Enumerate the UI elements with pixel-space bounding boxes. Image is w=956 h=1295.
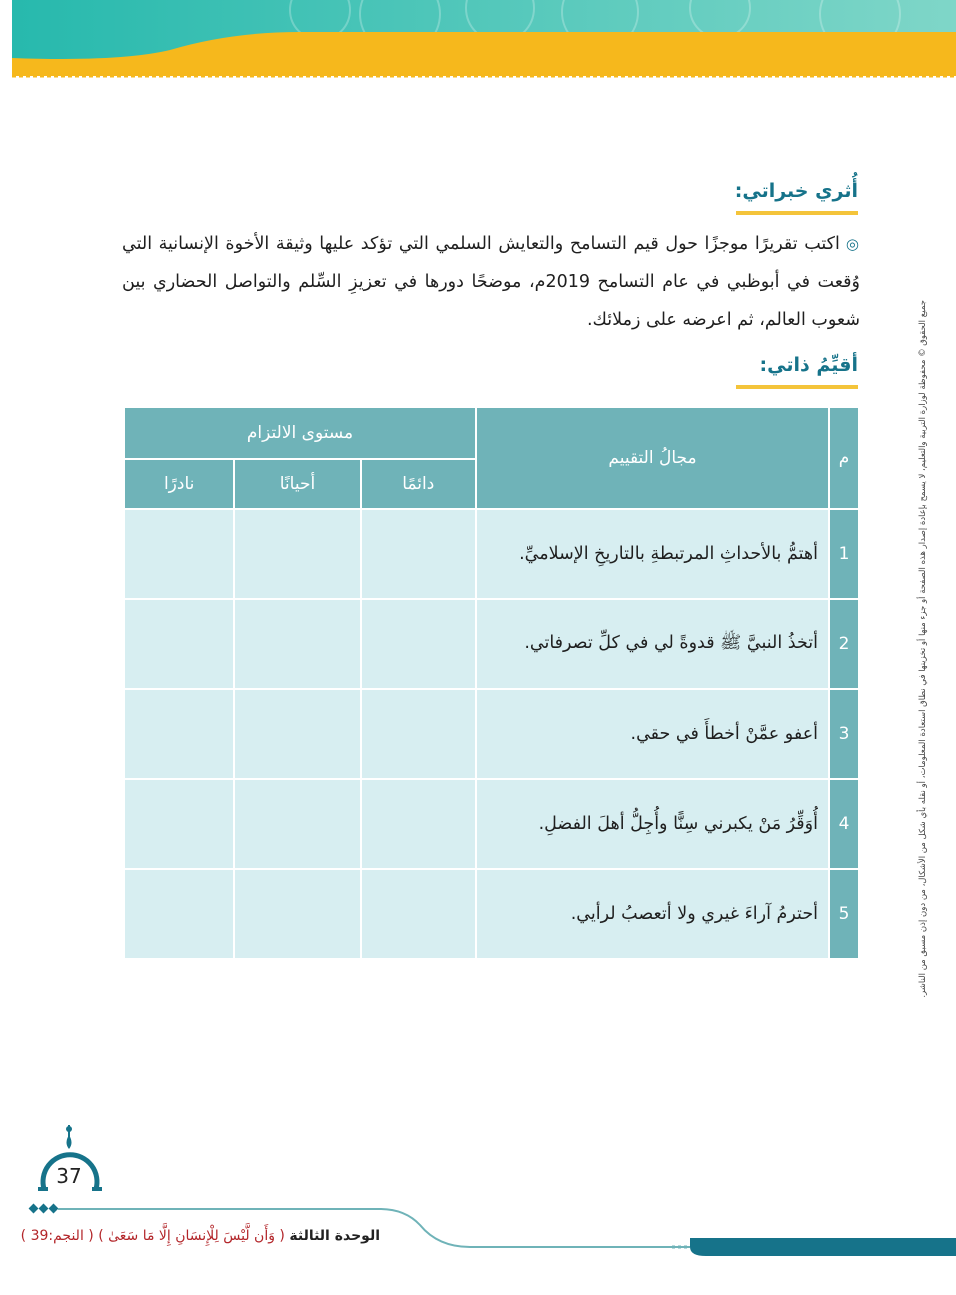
cell-sometimes[interactable] <box>234 779 360 869</box>
cell-sometimes[interactable] <box>234 599 360 689</box>
col-header-rarely: نادرًا <box>124 459 234 509</box>
task-paragraph <box>122 225 860 339</box>
target-bullet-icon: ◎ <box>845 235 861 253</box>
row-item-text: أعفو عمَّنْ أخطأَ في حقي. <box>476 689 829 779</box>
top-banner <box>0 0 956 82</box>
table-row <box>124 689 859 779</box>
col-header-sometimes: أحيانًا <box>234 459 360 509</box>
cell-always[interactable] <box>361 689 476 779</box>
col-header-domain: مجالُ التقييم <box>476 407 829 509</box>
row-number: 1 <box>829 509 859 599</box>
cell-sometimes[interactable] <box>234 689 360 779</box>
self-assessment-table <box>123 406 860 960</box>
cell-always[interactable] <box>361 509 476 599</box>
page-number: 37 <box>56 1164 82 1188</box>
row-item-text: أتخذُ النبيَّ ﷺ قدوةً لي في كلِّ تصرفاتي. <box>476 599 829 689</box>
table-row <box>124 779 859 869</box>
footer-caption <box>20 1228 380 1244</box>
row-item-text: أحترمُ آراءَ غيري ولا أتعصبُ لرأيي. <box>476 869 829 959</box>
col-header-always: دائمًا <box>361 459 476 509</box>
row-item-text: أُوَقِّرُ مَنْ يكبرني سِنًّا وأُجِلُّ أهلَ الفضلِ. <box>476 779 829 869</box>
cell-rarely[interactable] <box>124 869 234 959</box>
cell-rarely[interactable] <box>124 509 234 599</box>
cell-sometimes[interactable] <box>234 509 360 599</box>
cell-rarely[interactable] <box>124 599 234 689</box>
col-header-commitment-level: مستوى الالتزام <box>124 407 476 459</box>
cell-always[interactable] <box>361 869 476 959</box>
task-text: اكتب تقريرًا موجزًا حول قيم التسامح والتعايش السلمي التي تؤكد عليها وثيقة الأخوة الإنسانية التي وُقعت في أبوظبي في عام التسامح 2019م، موضحًا دورها في تعزيزِ السِّلم والتواصل الحضاري بين شعوب العالم، ثم اعرضه على زملائك. <box>122 234 860 330</box>
heading-underline <box>736 211 858 215</box>
section-heading-self-assessment: أقيِّمُ ذاتي: <box>759 354 858 376</box>
cell-rarely[interactable] <box>124 779 234 869</box>
heading-underline <box>736 385 858 389</box>
col-header-number: م <box>829 407 859 509</box>
row-number: 5 <box>829 869 859 959</box>
cell-always[interactable] <box>361 779 476 869</box>
cell-rarely[interactable] <box>124 689 234 779</box>
cell-sometimes[interactable] <box>234 869 360 959</box>
row-number: 2 <box>829 599 859 689</box>
verse-text: ( وَأَن لَّيْسَ لِلْإِنسَانِ إِلَّا مَا سَعَىٰ ) ( النجم:39 ) <box>20 1228 285 1244</box>
row-item-text: أهتمُّ بالأحداثِ المرتبطةِ بالتاريخِ الإسلاميِّ. <box>476 509 829 599</box>
cell-always[interactable] <box>361 599 476 689</box>
section-heading-enrich: أُثري خبراتي: <box>734 180 858 202</box>
table-row <box>124 599 859 689</box>
unit-title: الوحدة الثالثة <box>289 1228 380 1244</box>
row-number: 4 <box>829 779 859 869</box>
table-row <box>124 509 859 599</box>
table-row <box>124 869 859 959</box>
footer-decoration <box>0 1125 956 1275</box>
row-number: 3 <box>829 689 859 779</box>
copyright-note: جميع الحقوق © محفوظة لوزارة التربية والتعليم، لا يسمح بإعادة إصدار هذه الصفحة أو جزء منها أو تخزينها في نطاق استعادة المعلومات، أو نقله بأي شكل من الأشكال، من دون إذن مسبق من الناشر. <box>918 300 928 998</box>
